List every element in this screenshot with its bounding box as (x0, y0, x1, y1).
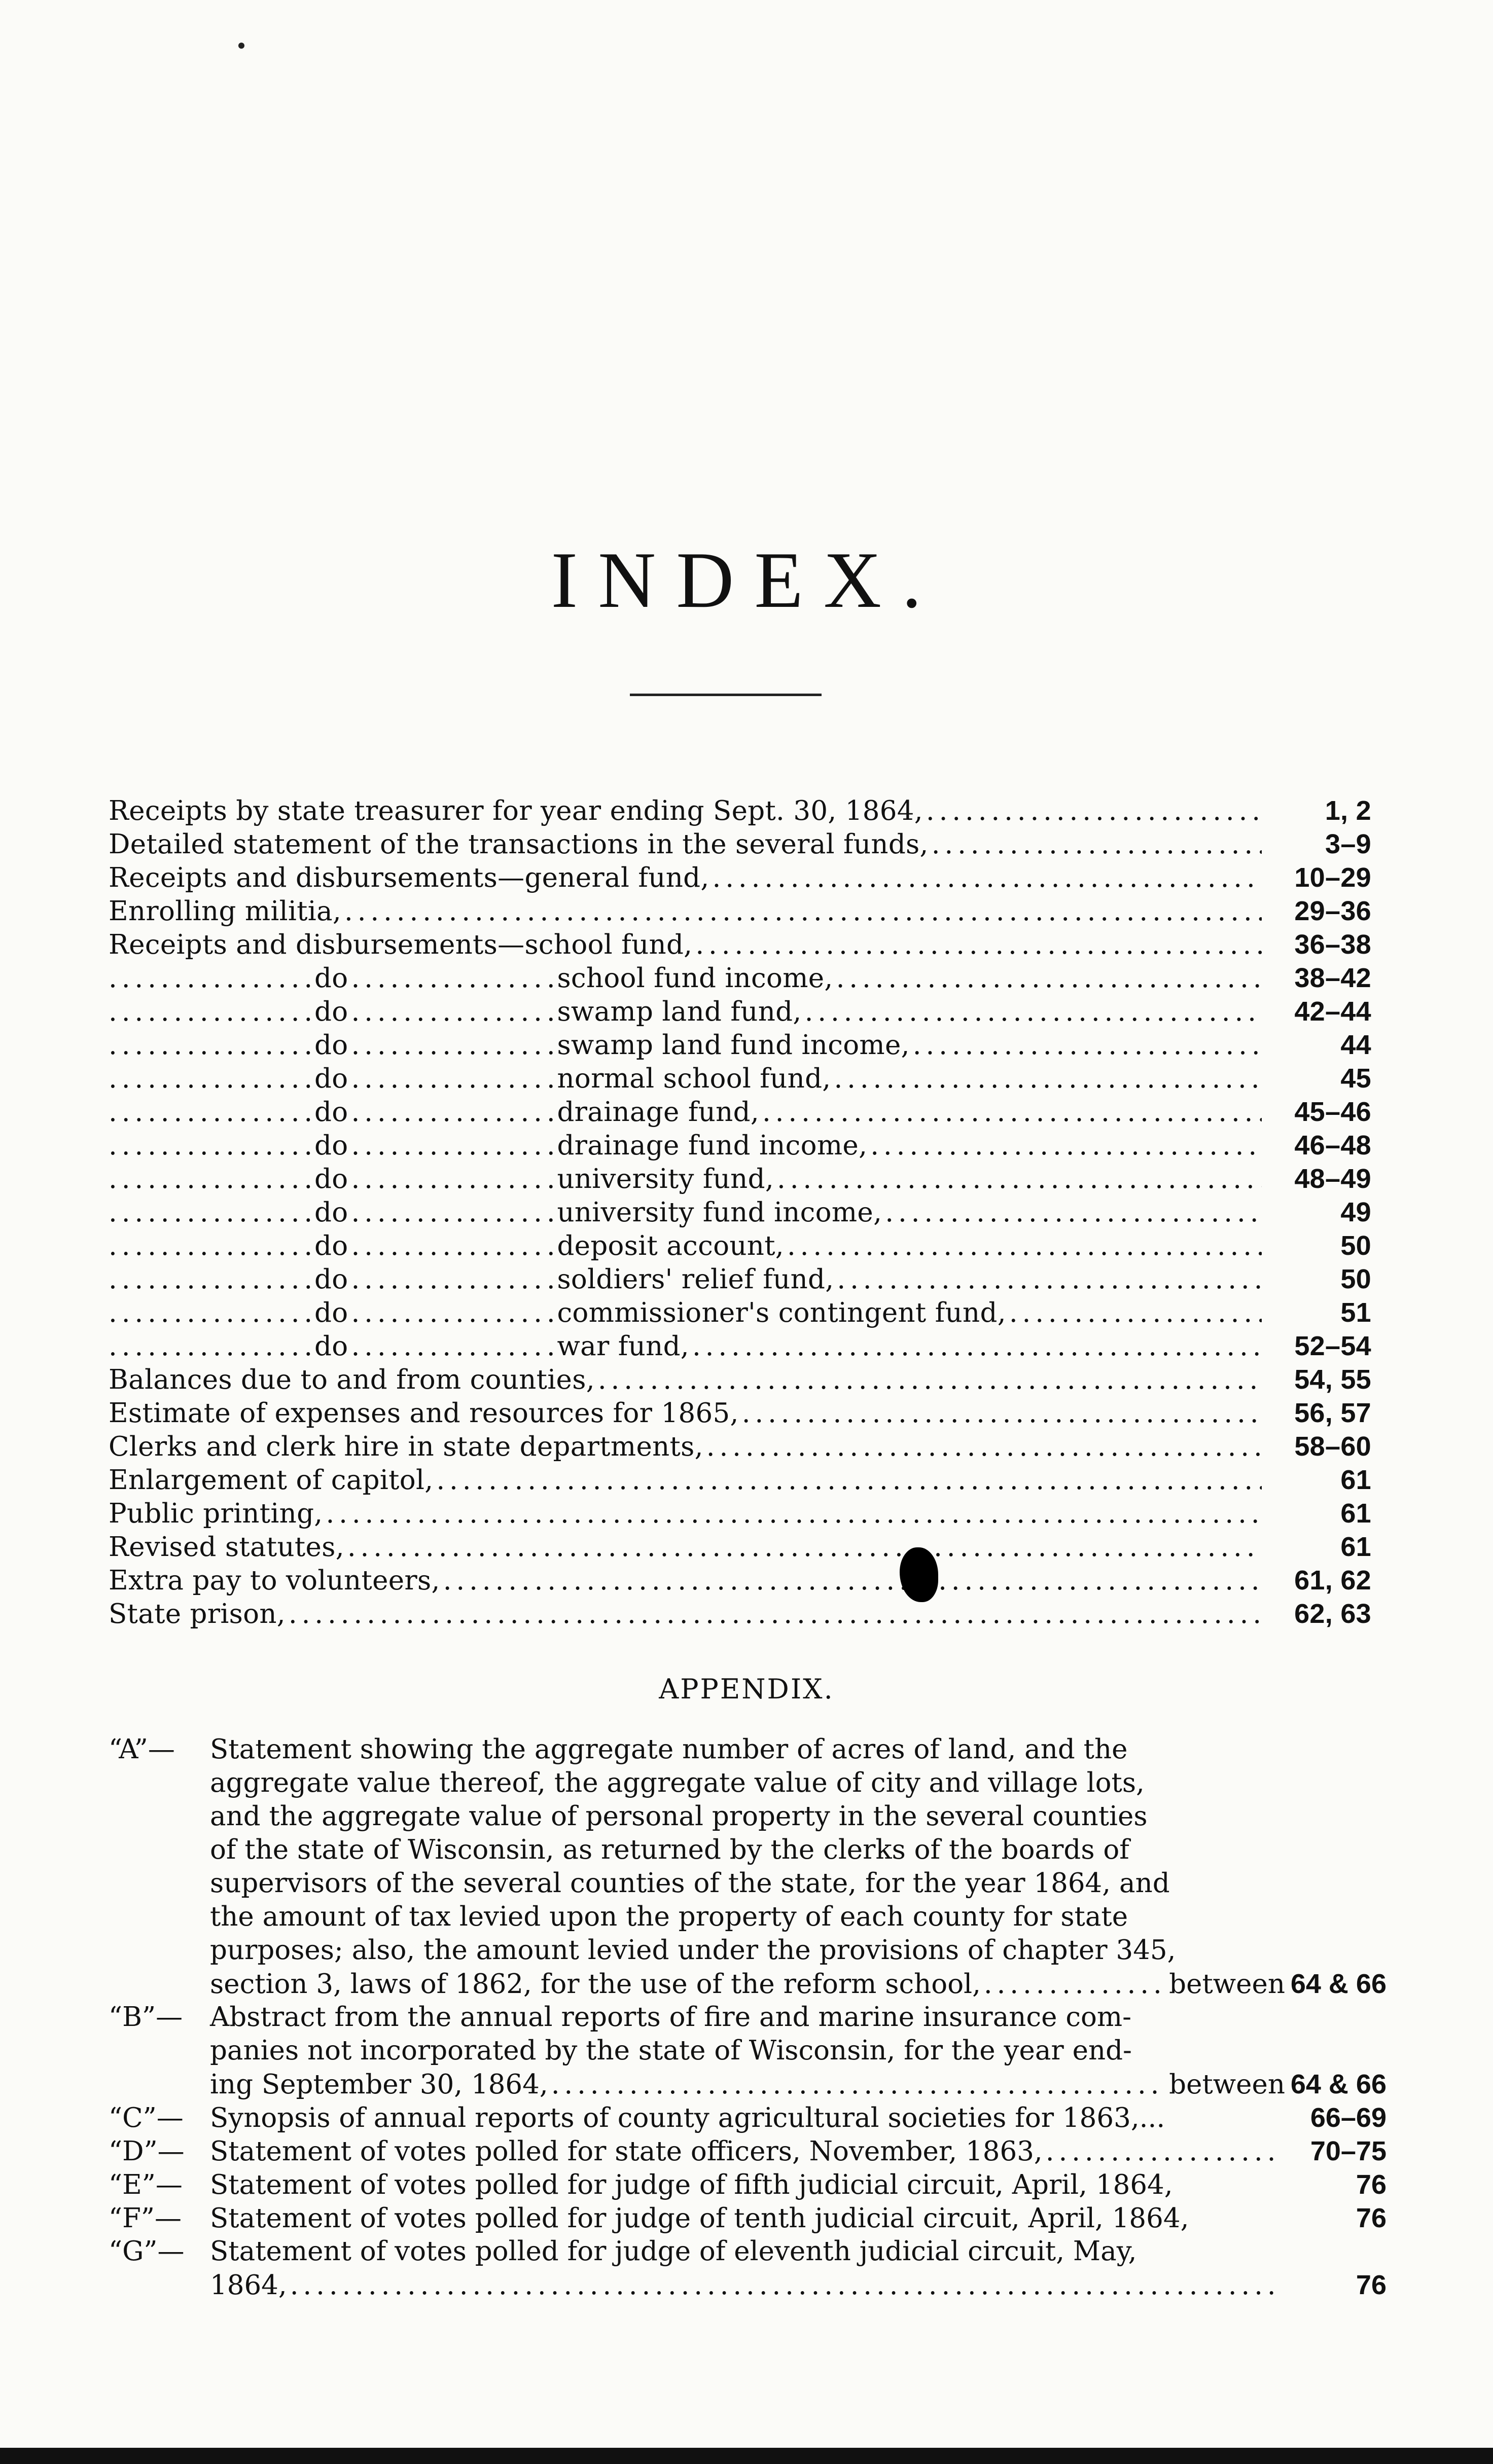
leader-dots (109, 1063, 311, 1094)
leader-dots (351, 1297, 554, 1328)
leader-dots (926, 795, 1262, 826)
appendix-text: Statement showing the aggregate number of acres of land, and the (210, 1734, 1128, 1765)
leader-dots (344, 896, 1262, 927)
ditto-mark: do (314, 1097, 348, 1128)
appendix-entry-d (109, 2135, 1387, 2169)
appendix-text: purposes; also, the amount levied under the provisions of chapter 345, (210, 1935, 1176, 1966)
entry-text: war fund, (557, 1331, 689, 1362)
entry-page: 10–29 (1294, 862, 1371, 893)
appendix-text: Statement of votes polled for judge of fifth judicial circuit, April, 1864, (210, 2169, 1173, 2200)
appendix-text: Statement of votes polled for judge of eleventh judicial circuit, May, (210, 2236, 1137, 2267)
entry-text: commissioner's contingent fund, (557, 1297, 1006, 1328)
appendix-page: 70–75 (1310, 2136, 1387, 2166)
appendix-entry-g (109, 2236, 1387, 2303)
leader-dots (290, 2270, 1282, 2301)
index-entry (109, 1397, 1371, 1431)
entry-text: Receipts by state treasurer for year ending Sept. 30, 1864, (109, 795, 923, 826)
leader-dots (837, 1264, 1262, 1295)
leader-dots (351, 963, 554, 994)
entry-text: swamp land fund, (557, 996, 802, 1027)
ditto-entry (109, 996, 1371, 1029)
leader-dots (742, 1398, 1262, 1429)
index-entries (109, 795, 1371, 1632)
ditto-mark: do (314, 1264, 348, 1295)
appendix-text: panies not incorporated by the state of Wisconsin, for the year end- (210, 2035, 1132, 2066)
entry-text: Enlargement of capitol, (109, 1465, 434, 1496)
appendix-heading: APPENDIX. (659, 1673, 834, 1705)
entry-page: 45 (1340, 1063, 1371, 1094)
ditto-entry (109, 1197, 1371, 1230)
entry-text: soldiers' relief fund, (557, 1264, 834, 1295)
leader-dots (109, 1130, 311, 1161)
entry-page: 1, 2 (1325, 795, 1371, 826)
leader-dots (834, 1063, 1262, 1094)
leader-dots (109, 1030, 311, 1061)
entry-page: 61 (1340, 1532, 1371, 1562)
appendix-text: supervisors of the several counties of the state, for the year 1864, and (210, 1868, 1170, 1899)
leader-dots (351, 1164, 554, 1194)
leader-dots (885, 1197, 1262, 1228)
ditto-mark: do (314, 1130, 348, 1161)
leader-dots (351, 1264, 554, 1295)
leader-dots (1046, 2136, 1282, 2167)
appendix-entry-a (109, 1734, 1387, 2002)
leader-dots (326, 1498, 1262, 1529)
index-entry (109, 1565, 1371, 1598)
entry-page: 48–49 (1294, 1164, 1371, 1194)
ditto-mark: do (314, 1230, 348, 1261)
appendix-entry-c (109, 2102, 1387, 2135)
appendix-entry-e (109, 2169, 1387, 2202)
leader-dots (713, 862, 1262, 893)
index-entry (109, 895, 1371, 929)
leader-dots (351, 1331, 554, 1362)
ditto-mark: do (314, 1164, 348, 1194)
ditto-mark: do (314, 1030, 348, 1061)
index-entry (109, 929, 1371, 962)
entry-page: 56, 57 (1294, 1398, 1371, 1428)
ditto-entry (109, 1263, 1371, 1297)
entry-page: 50 (1340, 1230, 1371, 1261)
appendix-page: 76 (1356, 2270, 1387, 2300)
leader-dots (351, 1063, 554, 1094)
appendix-text: Statement of votes polled for judge of tenth judicial circuit, April, 1864, (210, 2203, 1189, 2234)
title-rule (630, 694, 822, 696)
entry-page: 46–48 (1294, 1130, 1371, 1161)
entry-page: 45–46 (1294, 1097, 1371, 1127)
entry-text: school fund income, (557, 963, 833, 994)
appendix-page: 76 (1356, 2203, 1387, 2233)
appendix-text: the amount of tax levied upon the property of each county for state (210, 1901, 1128, 1932)
leader-dots (351, 1097, 554, 1128)
entry-text: Extra pay to volunteers, (109, 1565, 440, 1596)
appendix-label: “G”— (109, 2236, 185, 2267)
ditto-entry (109, 1230, 1371, 1263)
entry-page: 61 (1340, 1465, 1371, 1495)
leader-dots (805, 996, 1262, 1027)
index-entry (109, 828, 1371, 862)
entry-text: normal school fund, (557, 1063, 831, 1094)
leader-dots (109, 963, 311, 994)
leader-dots (351, 1030, 554, 1061)
paper-speck (238, 43, 244, 49)
scan-edge (0, 2448, 1493, 2464)
entry-page: 42–44 (1294, 996, 1371, 1027)
index-entry (109, 1531, 1371, 1565)
between-word: between (1169, 2069, 1285, 2100)
entry-page: 61 (1340, 1498, 1371, 1529)
entry-page: 51 (1340, 1297, 1371, 1328)
appendix-page: 76 (1356, 2169, 1387, 2200)
leader-dots (836, 963, 1262, 994)
leader-dots (762, 1097, 1262, 1128)
appendix-text: aggregate value thereof, the aggregate value of city and village lots, (210, 1767, 1145, 1798)
entry-page: 54, 55 (1294, 1364, 1371, 1395)
entry-text: university fund income, (557, 1197, 882, 1228)
appendix-text: Synopsis of annual reports of county agricultural societies for 1863,... (210, 2103, 1165, 2133)
appendix-label: “D”— (109, 2136, 185, 2167)
appendix-label: “E”— (109, 2169, 183, 2200)
leader-dots (932, 829, 1262, 860)
appendix-label: “A”— (109, 1734, 175, 1765)
entry-text: Public printing, (109, 1498, 323, 1529)
index-entry (109, 1464, 1371, 1498)
index-entry (109, 1598, 1371, 1632)
appendix-text: Statement of votes polled for state officers, November, 1863, (210, 2136, 1043, 2167)
leader-dots (351, 1130, 554, 1161)
leader-dots (870, 1130, 1262, 1161)
ditto-entry (109, 1330, 1371, 1364)
entry-text: swamp land fund income, (557, 1030, 910, 1061)
appendix-entry-f (109, 2202, 1387, 2236)
appendix-text: section 3, laws of 1862, for the use of the reform school, (210, 1969, 981, 2000)
leader-dots (351, 1230, 554, 1261)
leader-dots (109, 1164, 311, 1194)
entry-page: 3–9 (1325, 829, 1371, 859)
entry-text: drainage fund, (557, 1097, 759, 1128)
ditto-entry (109, 962, 1371, 996)
ditto-entry (109, 1029, 1371, 1063)
entry-page: 62, 63 (1294, 1599, 1371, 1629)
leader-dots (1009, 1297, 1262, 1328)
entry-page: 29–36 (1294, 896, 1371, 926)
entry-text: Receipts and disbursements—general fund, (109, 862, 709, 893)
entry-page: 38–42 (1294, 963, 1371, 993)
ditto-mark: do (314, 1297, 348, 1328)
appendix-text: Abstract from the annual reports of fire and marine insurance com- (210, 2002, 1132, 2033)
leader-dots (347, 1532, 1262, 1563)
appendix-page: 64 & 66 (1290, 1969, 1387, 1999)
entry-text: Revised statutes, (109, 1532, 344, 1563)
leader-dots (443, 1565, 1262, 1596)
entry-page: 49 (1340, 1197, 1371, 1227)
leader-dots (109, 1230, 311, 1261)
leader-dots (436, 1465, 1262, 1496)
appendix-page: 66–69 (1310, 2103, 1387, 2133)
entry-text: Receipts and disbursements—school fund, (109, 929, 693, 960)
leader-dots (109, 1097, 311, 1128)
ditto-entry (109, 1130, 1371, 1163)
appendix-label: “F”— (109, 2203, 182, 2234)
entry-page: 50 (1340, 1264, 1371, 1294)
appendix-label: “C”— (109, 2103, 184, 2133)
leader-dots (351, 996, 554, 1027)
leader-dots (109, 1197, 311, 1228)
appendix-page: 64 & 66 (1290, 2069, 1387, 2099)
ditto-mark: do (314, 1063, 348, 1094)
leader-dots (692, 1331, 1262, 1362)
entry-text: Detailed statement of the transactions in the several funds, (109, 829, 929, 860)
leader-dots (289, 1599, 1262, 1629)
leader-dots (351, 1197, 554, 1228)
between-word: between (1169, 1969, 1285, 2000)
leader-dots (984, 1969, 1166, 2000)
leader-dots (913, 1030, 1262, 1061)
entry-page: 44 (1340, 1030, 1371, 1060)
entry-page: 58–60 (1294, 1431, 1371, 1462)
leader-dots (109, 1264, 311, 1295)
entry-text: deposit account, (557, 1230, 784, 1261)
index-entry (109, 1498, 1371, 1531)
index-entry (109, 1364, 1371, 1397)
entry-page: 52–54 (1294, 1331, 1371, 1361)
entry-page: 36–38 (1294, 929, 1371, 960)
appendix-text: ing September 30, 1864, (210, 2069, 548, 2100)
appendix-text: of the state of Wisconsin, as returned by the clerks of the boards of (210, 1834, 1129, 1865)
ditto-mark: do (314, 963, 348, 994)
entry-text: Enrolling militia, (109, 896, 342, 927)
leader-dots (109, 996, 311, 1027)
leader-dots (777, 1164, 1262, 1194)
appendix-label: “B”— (109, 2002, 183, 2033)
index-entry (109, 862, 1371, 895)
leader-dots (551, 2069, 1166, 2100)
entry-text: Estimate of expenses and resources for 1865, (109, 1398, 739, 1429)
appendix-text: and the aggregate value of personal property in the several counties (210, 1801, 1148, 1832)
index-entry (109, 1431, 1371, 1464)
leader-dots (109, 1297, 311, 1328)
entry-text: drainage fund income, (557, 1130, 868, 1161)
ditto-entry (109, 1063, 1371, 1096)
ditto-entry (109, 1096, 1371, 1130)
index-entry (109, 795, 1371, 828)
appendix-text: 1864, (210, 2270, 287, 2301)
entry-page: 61, 62 (1294, 1565, 1371, 1596)
ditto-entry (109, 1163, 1371, 1197)
ditto-mark: do (314, 996, 348, 1027)
leader-dots (787, 1230, 1262, 1261)
leader-dots (598, 1364, 1262, 1395)
entry-text: Balances due to and from counties, (109, 1364, 595, 1395)
ditto-mark: do (314, 1331, 348, 1362)
entry-text: university fund, (557, 1164, 774, 1194)
entry-text: State prison, (109, 1599, 286, 1629)
ditto-entry (109, 1297, 1371, 1330)
page-title: INDEX. (551, 535, 942, 625)
appendix-entry-b (109, 2002, 1387, 2102)
leader-dots (695, 929, 1262, 960)
leader-dots (109, 1331, 311, 1362)
leader-dots (706, 1431, 1262, 1462)
entry-text: Clerks and clerk hire in state departments, (109, 1431, 703, 1462)
ditto-mark: do (314, 1197, 348, 1228)
